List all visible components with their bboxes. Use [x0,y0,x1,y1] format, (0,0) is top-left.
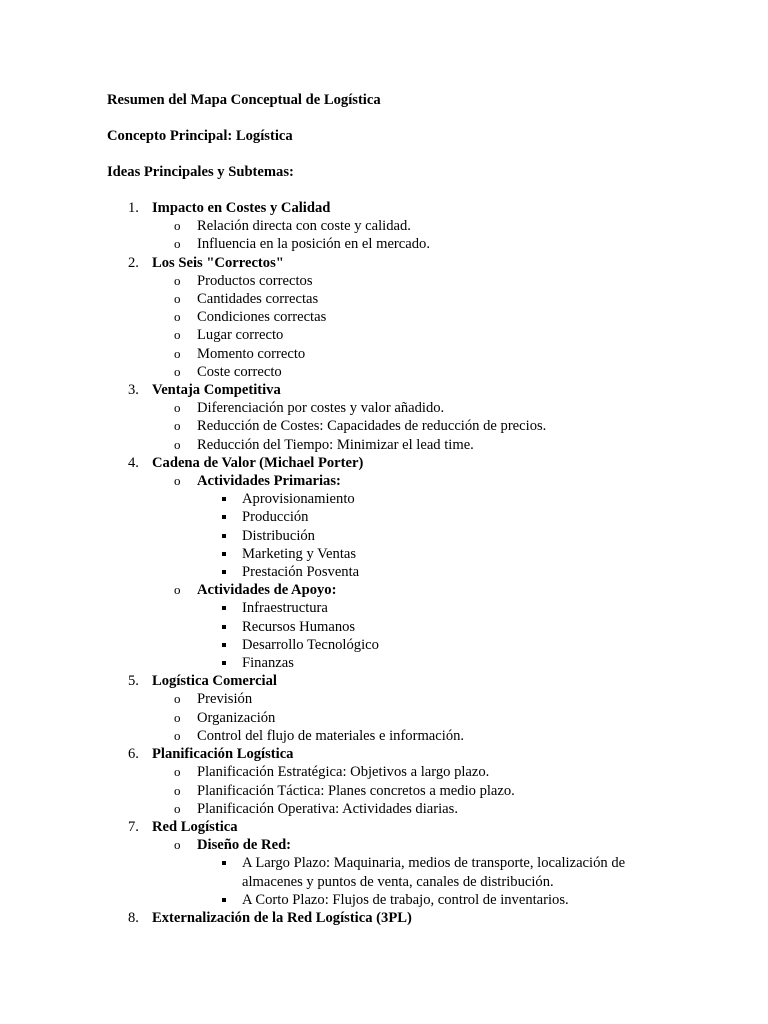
subtopic-text: Influencia en la posición en el mercado. [197,236,430,253]
detail-item [197,891,667,909]
subtopic-item [152,308,667,326]
subtopic-text: Planificación Táctica: Planes concretos a medio plazo. [197,782,515,799]
subtopic-text: Diseño de Red: [197,837,292,854]
subtopic-item [152,763,667,781]
subtopic-text: Lugar correcto [197,327,284,344]
circle-bullet-icon: o [174,418,181,434]
subtopic-list [152,763,667,818]
detail-item [197,563,667,581]
square-bullet-icon [222,661,226,665]
detail-text: Prestación Posventa [242,564,360,581]
detail-text: Infraestructura [242,600,328,617]
section-item [107,909,667,927]
square-bullet-icon [222,606,226,610]
sections-list [107,199,667,927]
subtopic-list [152,836,667,909]
circle-bullet-icon: o [174,709,181,725]
subtopic-text: Momento correcto [197,345,306,362]
square-bullet-icon [222,515,226,519]
detail-text: A Corto Plazo: Flujos de trabajo, control de inventarios. [242,891,569,908]
section-title: Planificación Logística [152,746,294,763]
circle-bullet-icon: o [174,691,181,707]
subtopic-item [152,581,667,672]
section-item [107,818,667,909]
subtopic-item [152,290,667,308]
detail-text: A Largo Plazo: Maquinaria, medios de transporte, localización de almacenes y puntos de venta, canales de distribución. [242,855,626,890]
subtopic-item [152,436,667,454]
detail-text: Distribución [242,527,315,544]
section-item [107,254,667,381]
section-number: 7. [128,818,139,835]
section-item [107,672,667,745]
square-bullet-icon [222,643,226,647]
detail-text: Finanzas [242,655,294,672]
subtopic-item [152,727,667,745]
circle-bullet-icon: o [174,327,181,343]
detail-item [197,527,667,545]
detail-list [197,490,667,581]
section-title: Logística Comercial [152,673,277,690]
subtopic-item [152,326,667,344]
section-number: 1. [128,200,139,216]
subtopic-item [152,345,667,363]
detail-text: Recursos Humanos [242,618,356,635]
subtopic-item [152,417,667,435]
section-number: 8. [128,909,139,926]
circle-bullet-icon: o [174,291,181,307]
subtopic-text: Previsión [197,691,253,708]
section-number: 5. [128,673,139,690]
detail-item [197,636,667,654]
subtopic-item [152,399,667,417]
detail-item [197,545,667,563]
detail-text: Producción [242,509,309,526]
subtopic-text: Actividades Primarias: [197,473,341,490]
square-bullet-icon [222,625,226,629]
subtopic-text: Diferenciación por costes y valor añadido. [197,400,445,417]
square-bullet-icon [222,898,226,902]
square-bullet-icon [222,534,226,538]
subtopic-item [152,472,667,581]
circle-bullet-icon: o [174,473,181,489]
subtopic-item [152,217,667,235]
section-number: 3. [128,382,139,399]
subtopic-text: Reducción del Tiempo: Minimizar el lead time. [197,436,474,453]
section-number: 4. [128,454,139,471]
subtopic-item [152,235,667,253]
section-item [107,381,667,454]
circle-bullet-icon: o [174,363,181,379]
subtopic-list [152,217,667,253]
document-title: Resumen del Mapa Conceptual de Logística [107,92,381,108]
subtopic-item [152,782,667,800]
section-title: Externalización de la Red Logística (3PL) [152,909,412,926]
section-item [107,745,667,818]
subtopic-item [152,272,667,290]
subtopic-text: Control del flujo de materiales e información. [197,727,465,744]
subtopic-item [152,363,667,381]
subtopic-item [152,690,667,708]
detail-item [197,854,667,890]
subtopic-text: Planificación Estratégica: Objetivos a largo plazo. [197,764,490,781]
detail-item [197,599,667,617]
circle-bullet-icon: o [174,236,181,252]
subtopic-item [152,709,667,727]
section-number: 6. [128,746,139,763]
subtopic-list [152,690,667,745]
subtopic-text: Reducción de Costes: Capacidades de reducción de precios. [197,418,547,435]
section-title: Los Seis "Correctos" [152,254,284,271]
detail-item [197,618,667,636]
detail-text: Desarrollo Tecnológico [242,636,379,653]
circle-bullet-icon: o [174,837,181,853]
section-title: Ventaja Competitiva [152,382,281,399]
circle-bullet-icon: o [174,400,181,416]
circle-bullet-icon: o [174,272,181,288]
subtopic-text: Productos correctos [197,272,313,289]
detail-list [197,599,667,672]
detail-item [197,490,667,508]
circle-bullet-icon: o [174,309,181,325]
circle-bullet-icon: o [174,436,181,452]
subtopic-text: Coste correcto [197,363,282,380]
subtopic-text: Relación directa con coste y calidad. [197,218,411,235]
section-item [107,454,667,672]
detail-text: Marketing y Ventas [242,545,357,562]
circle-bullet-icon: o [174,800,181,816]
square-bullet-icon [222,861,226,865]
document-page [107,91,667,927]
main-concept: Concepto Principal: Logística [107,128,293,144]
square-bullet-icon [222,570,226,574]
subtopic-text: Actividades de Apoyo: [197,582,337,599]
square-bullet-icon [222,552,226,556]
section-item [107,199,667,254]
subtopic-text: Cantidades correctas [197,291,319,308]
detail-item [197,508,667,526]
circle-bullet-icon: o [174,218,181,234]
subtopic-list [152,399,667,454]
circle-bullet-icon: o [174,582,181,598]
subtopic-text: Organización [197,709,276,726]
subtopic-item [152,800,667,818]
detail-list [197,854,667,909]
ideas-heading: Ideas Principales y Subtemas: [107,164,294,180]
detail-text: Aprovisionamiento [242,491,355,508]
subtopic-text: Condiciones correctas [197,309,327,326]
circle-bullet-icon: o [174,345,181,361]
circle-bullet-icon: o [174,782,181,798]
section-number: 2. [128,254,139,271]
section-title: Impacto en Costes y Calidad [152,200,331,216]
detail-item [197,654,667,672]
subtopic-list [152,472,667,672]
section-title: Red Logística [152,818,238,835]
subtopic-text: Planificación Operativa: Actividades diarias. [197,800,458,817]
circle-bullet-icon: o [174,764,181,780]
subtopic-list [152,272,667,381]
subtopic-item [152,836,667,909]
circle-bullet-icon: o [174,727,181,743]
square-bullet-icon [222,497,226,501]
section-title: Cadena de Valor (Michael Porter) [152,454,364,471]
